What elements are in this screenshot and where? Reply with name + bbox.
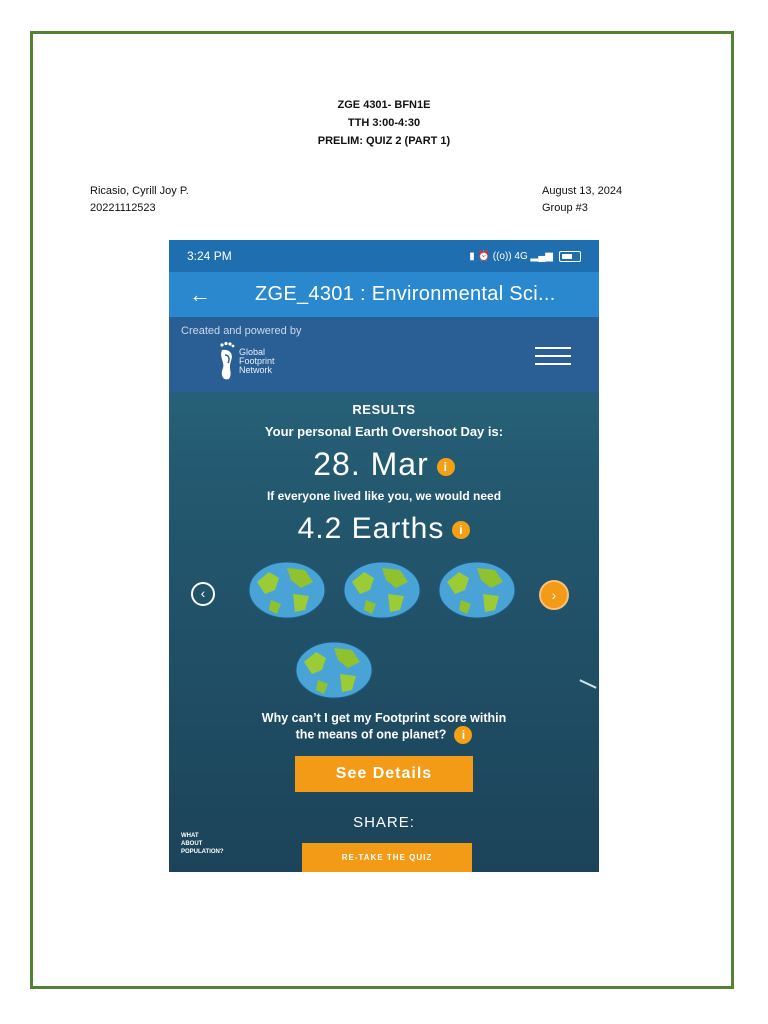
status-time: 3:24 PM — [187, 249, 232, 263]
document-header — [0, 96, 768, 150]
personal-overshoot-label: Your personal Earth Overshoot Day is: — [264, 424, 504, 439]
why-question-line-2: the means of one planet? — [295, 727, 447, 742]
earths-row — [169, 512, 599, 546]
quiz-title: PRELIM: QUIZ 2 (PART 1) — [317, 135, 451, 147]
earth-icon — [247, 560, 327, 620]
logo-line-2: Footprint — [239, 355, 275, 366]
status-icons — [469, 251, 581, 262]
retake-quiz-button[interactable]: RE-TAKE THE QUIZ — [302, 843, 472, 872]
group-number: Group #3 — [542, 202, 588, 214]
results-label: RESULTS — [352, 402, 416, 417]
schedule: TTH 3:00-4:30 — [347, 117, 421, 129]
student-id: 20221112523 — [90, 202, 156, 214]
decorative-line — [579, 679, 596, 688]
document-date: August 13, 2024 — [542, 185, 623, 197]
back-arrow-icon[interactable]: ← — [189, 281, 211, 307]
logo-line-3: Network — [239, 364, 273, 375]
earth-icon — [342, 560, 422, 620]
menu-icon[interactable] — [535, 347, 571, 371]
logo-line-1: Global — [239, 346, 266, 357]
earth-icon — [294, 640, 374, 700]
if-everyone-label: If everyone lived like you, we would need — [266, 489, 502, 503]
gfn-logo[interactable] — [219, 341, 275, 381]
status-bar — [169, 240, 599, 272]
next-arrow-button[interactable]: › — [539, 580, 569, 610]
info-icon[interactable]: i — [454, 726, 472, 744]
gfn-logo-text — [239, 348, 275, 375]
earths-value: 4.2 Earths — [297, 512, 445, 545]
overshoot-day-value: 28. Mar — [313, 446, 429, 482]
battery-icon — [559, 251, 581, 262]
share-label: SHARE: — [353, 814, 415, 831]
created-by-text: Created and powered by — [181, 325, 302, 337]
footprint-logo-icon — [219, 341, 235, 381]
why-question[interactable] — [169, 710, 599, 744]
phone-screenshot — [169, 240, 599, 872]
date-group-info — [542, 183, 622, 217]
app-bar — [169, 272, 599, 317]
status-icons-text: ▮ ⏰ ((o)) 4G ▂▄▆ — [469, 250, 553, 262]
why-question-line-1: Why can’t I get my Footprint score within — [261, 711, 507, 725]
student-name: Ricasio, Cyrill Joy P. — [90, 185, 189, 197]
why-question-line-2-row — [169, 726, 599, 744]
what-about-population-link[interactable]: WHAT ABOUT POPULATION? — [181, 833, 224, 855]
see-details-button[interactable]: See Details — [295, 756, 473, 792]
gfn-header — [169, 317, 599, 392]
course-code: ZGE 4301- BFN1E — [337, 99, 431, 111]
earth-icon — [437, 560, 517, 620]
overshoot-day-row — [169, 446, 599, 483]
app-title: ZGE_4301 : Environmental Sci... — [255, 283, 556, 305]
info-icon[interactable]: i — [452, 521, 470, 539]
student-info — [90, 183, 189, 217]
previous-arrow-button[interactable]: ‹ — [191, 582, 215, 606]
info-icon[interactable]: i — [437, 458, 455, 476]
